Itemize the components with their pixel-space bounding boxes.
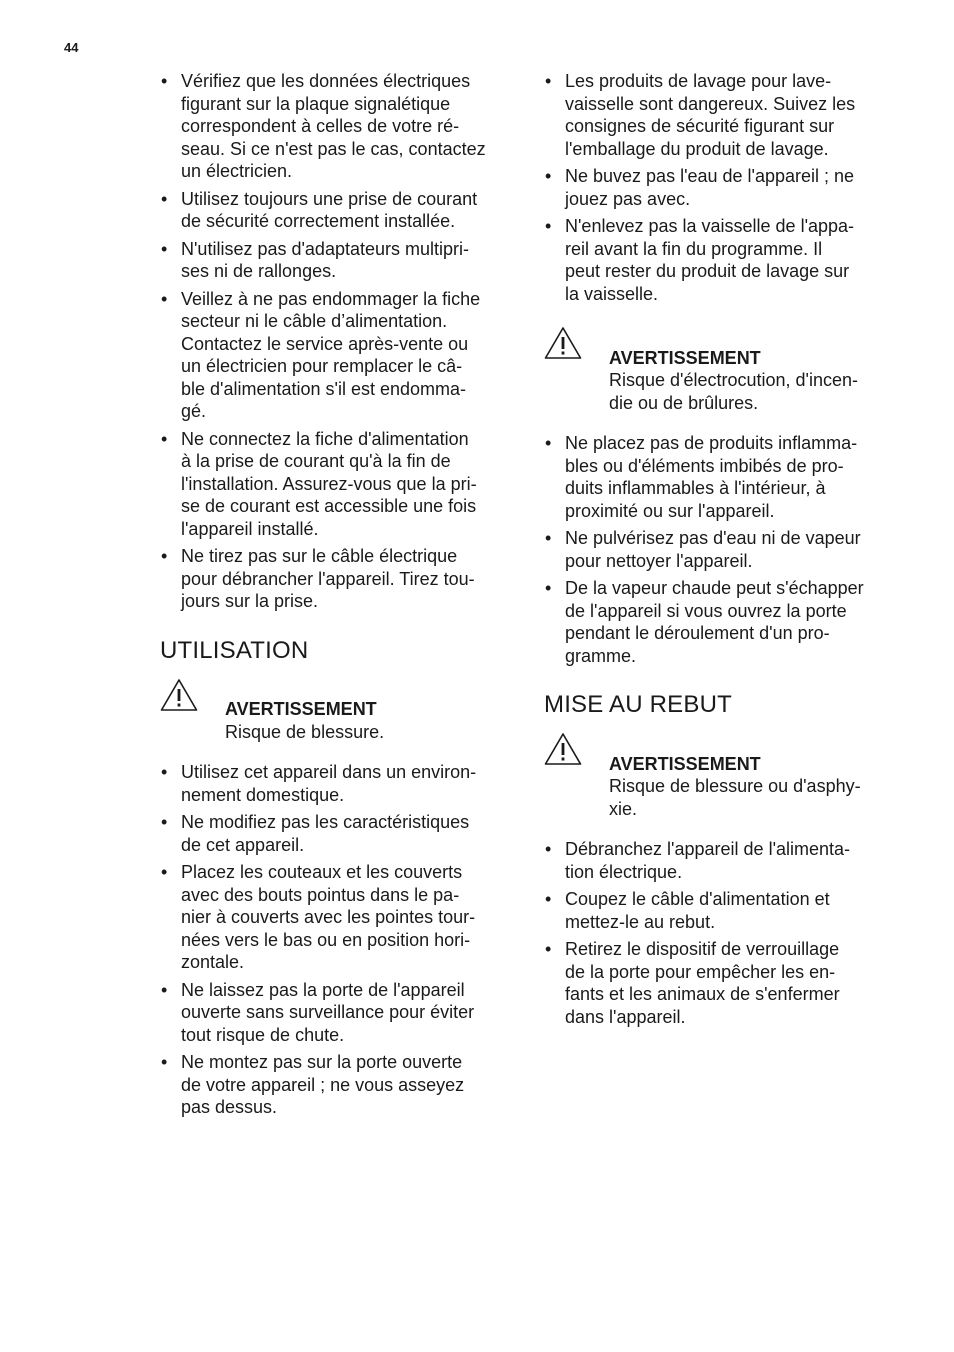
warning-title: AVERTISSEMENT — [609, 347, 761, 368]
list-item: • Ne laissez pas la porte de l'appareil ouverte sans surveillance pour éviter tout risque de chute. — [160, 979, 516, 1047]
list-item: • N'utilisez pas d'adaptateurs multipri- ses ni de rallonges. — [160, 238, 516, 283]
right-column — [544, 70, 900, 1033]
warning-block-utilisation — [160, 676, 516, 744]
section-title-mise-au-rebut: MISE AU REBUT — [544, 691, 732, 718]
warning-text: Risque d'électrocution, d'incen- die ou de brûlures. — [609, 370, 859, 413]
utilisation-bullet-list — [160, 761, 516, 1119]
disposal-bullet-list — [544, 838, 900, 1028]
warning-triangle-icon — [160, 678, 198, 712]
list-item: • Ne placez pas de produits inflamma- bles ou d'éléments imbibés de pro- duits inflammables à l'intérieur, à proximité ou sur l'appareil. — [544, 432, 900, 522]
list-item: • Ne buvez pas l'eau de l'appareil ; ne jouez pas avec. — [544, 165, 900, 210]
list-item: • Utilisez toujours une prise de courant de sécurité correctement installée. — [160, 188, 516, 233]
warning-block-disposal — [544, 730, 900, 820]
detergent-bullet-list — [544, 70, 900, 305]
warning-triangle-icon — [544, 326, 582, 360]
list-item: • Vérifiez que les données électriques figurant sur la plaque signalétique correspondent à celles de votre ré- seau. Si ce n'est pas le cas, contactez un électricien. — [160, 70, 516, 183]
section-title-utilisation: UTILISATION — [160, 636, 309, 664]
left-column — [160, 70, 516, 1124]
safety-bullet-list — [160, 70, 516, 613]
list-item: • Ne connectez la fiche d'alimentation à la prise de courant qu'à la fin de l'installation. Assurez-vous que la pri- se de courant est accessible une fois l'appareil installé. — [160, 428, 516, 541]
fire-safety-bullet-list — [544, 432, 900, 667]
list-item: • Ne tirez pas sur le câble électrique pour débrancher l'appareil. Tirez tou- jours sur la prise. — [160, 545, 516, 613]
list-item: • Utilisez cet appareil dans un environ- nement domestique. — [160, 761, 516, 806]
list-item: • Coupez le câble d'alimentation et mettez-le au rebut. — [544, 888, 900, 933]
list-item: • Retirez le dispositif de verrouillage de la porte pour empêcher les en- fants et les animaux de s'enfermer dans l'appareil. — [544, 938, 900, 1028]
list-item: • Placez les couteaux et les couverts avec des bouts pointus dans le pa- nier à couverts avec les pointes tour- nées vers le bas ou en position hori- zontale. — [160, 861, 516, 974]
warning-triangle-icon — [544, 732, 582, 766]
list-item: • N'enlevez pas la vaisselle de l'appa- reil avant la fin du programme. Il peut rester du produit de lavage sur la vaisselle. — [544, 215, 900, 305]
list-item: • Débranchez l'appareil de l'alimenta- tion électrique. — [544, 838, 900, 883]
list-item: • Ne pulvérisez pas d'eau ni de vapeur pour nettoyer l'appareil. — [544, 527, 900, 572]
warning-text: Risque de blessure. — [225, 721, 385, 742]
list-item: • Les produits de lavage pour lave- vaisselle sont dangereux. Suivez les consignes de sécurité figurant sur l'emballage du produit de lavage. — [544, 70, 900, 160]
list-item: • De la vapeur chaude peut s'échapper de l'appareil si vous ouvrez la porte pendant le déroulement d'un pro- gramme. — [544, 577, 900, 667]
warning-title: AVERTISSEMENT — [225, 699, 377, 719]
warning-block-fire — [544, 324, 900, 414]
warning-text: Risque de blessure ou d'asphy- xie. — [609, 776, 861, 819]
list-item: • Ne modifiez pas les caractéristiques de cet appareil. — [160, 811, 516, 856]
warning-title: AVERTISSEMENT — [609, 753, 761, 774]
list-item: • Ne montez pas sur la porte ouverte de votre appareil ; ne vous asseyez pas dessus. — [160, 1051, 516, 1119]
list-item: • Veillez à ne pas endommager la fiche secteur ni le câble d’alimentation. Contactez le service après-vente ou un électricien pour remplacer le câ- ble d'alimentation s'il est endomma- gé. — [160, 288, 516, 423]
page-number: 44 — [64, 40, 79, 55]
